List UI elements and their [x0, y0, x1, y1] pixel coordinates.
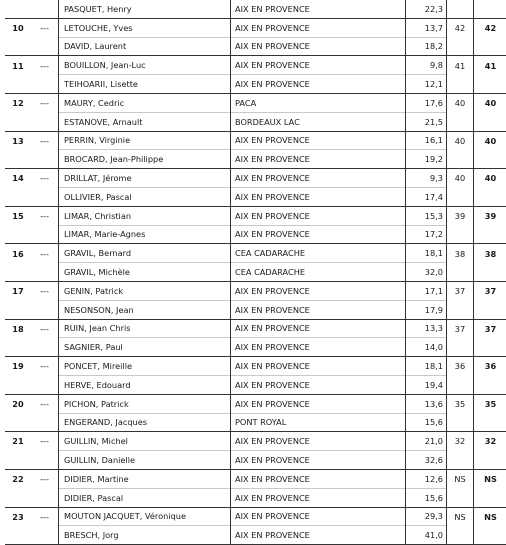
total-cell	[474, 187, 506, 206]
dash-cell	[31, 375, 59, 394]
table-row	[5, 263, 506, 282]
player-name-cell: OLLIVIER, Pascal	[59, 187, 231, 206]
handicap-cell: 32,6	[406, 451, 447, 470]
club-cell: AIX EN PROVENCE	[231, 300, 406, 319]
score-cell: NS	[447, 507, 474, 526]
club-cell: AIX EN PROVENCE	[231, 56, 406, 75]
dash-cell: ---	[31, 169, 59, 188]
dash-cell: ---	[31, 319, 59, 338]
club-cell: AIX EN PROVENCE	[231, 75, 406, 94]
results-body	[5, 0, 506, 545]
table-row	[5, 281, 506, 300]
dash-cell	[31, 451, 59, 470]
dash-cell	[31, 300, 59, 319]
total-cell	[474, 451, 506, 470]
dash-cell	[31, 413, 59, 432]
club-cell: AIX EN PROVENCE	[231, 394, 406, 413]
score-cell	[447, 150, 474, 169]
player-name-cell: ESTANOVE, Arnault	[59, 112, 231, 131]
position-cell: 10	[5, 18, 31, 37]
dash-cell: ---	[31, 394, 59, 413]
position-cell	[5, 488, 31, 507]
total-cell	[474, 338, 506, 357]
position-cell: 23	[5, 507, 31, 526]
handicap-cell: 22,3	[406, 0, 447, 18]
player-name-cell: PASQUET, Henry	[59, 0, 231, 18]
club-cell: AIX EN PROVENCE	[231, 187, 406, 206]
score-cell: 40	[447, 131, 474, 150]
club-cell: PONT ROYAL	[231, 413, 406, 432]
club-cell: AIX EN PROVENCE	[231, 526, 406, 545]
score-cell: 37	[447, 281, 474, 300]
score-cell	[447, 300, 474, 319]
handicap-cell: 13,3	[406, 319, 447, 338]
score-cell	[447, 526, 474, 545]
handicap-cell: 17,6	[406, 93, 447, 112]
dash-cell	[31, 225, 59, 244]
dash-cell	[31, 526, 59, 545]
total-cell	[474, 526, 506, 545]
total-cell: NS	[474, 507, 506, 526]
total-cell	[474, 488, 506, 507]
club-cell: AIX EN PROVENCE	[231, 488, 406, 507]
position-cell: 15	[5, 206, 31, 225]
table-row	[5, 300, 506, 319]
club-cell: AIX EN PROVENCE	[231, 357, 406, 376]
table-row	[5, 206, 506, 225]
total-cell: 32	[474, 432, 506, 451]
table-row	[5, 93, 506, 112]
results-table	[5, 0, 506, 545]
table-row	[5, 18, 506, 37]
dash-cell: ---	[31, 432, 59, 451]
club-cell: AIX EN PROVENCE	[231, 338, 406, 357]
club-cell: AIX EN PROVENCE	[231, 150, 406, 169]
total-cell	[474, 300, 506, 319]
dash-cell	[31, 488, 59, 507]
total-cell	[474, 225, 506, 244]
player-name-cell: MAURY, Cedric	[59, 93, 231, 112]
handicap-cell: 9,8	[406, 56, 447, 75]
handicap-cell: 17,1	[406, 281, 447, 300]
score-cell	[447, 187, 474, 206]
handicap-cell: 13,6	[406, 394, 447, 413]
total-cell	[474, 0, 506, 18]
position-cell	[5, 338, 31, 357]
handicap-cell: 17,2	[406, 225, 447, 244]
handicap-cell: 9,3	[406, 169, 447, 188]
score-cell	[447, 488, 474, 507]
player-name-cell: GUILLIN, Michel	[59, 432, 231, 451]
total-cell: 36	[474, 357, 506, 376]
handicap-cell: 21,5	[406, 112, 447, 131]
handicap-cell: 18,1	[406, 244, 447, 263]
club-cell: AIX EN PROVENCE	[231, 507, 406, 526]
total-cell: 42	[474, 18, 506, 37]
dash-cell	[31, 263, 59, 282]
dash-cell: ---	[31, 93, 59, 112]
score-cell	[447, 338, 474, 357]
table-row	[5, 432, 506, 451]
player-name-cell: BRESCH, Jorg	[59, 526, 231, 545]
handicap-cell: 16,1	[406, 131, 447, 150]
dash-cell	[31, 37, 59, 56]
club-cell: AIX EN PROVENCE	[231, 18, 406, 37]
dash-cell	[31, 150, 59, 169]
handicap-cell: 13,7	[406, 18, 447, 37]
club-cell: AIX EN PROVENCE	[231, 451, 406, 470]
player-name-cell: MOUTON JACQUET, Véronique	[59, 507, 231, 526]
table-row	[5, 451, 506, 470]
table-row	[5, 375, 506, 394]
club-cell: CEA CADARACHE	[231, 263, 406, 282]
table-row	[5, 0, 506, 18]
total-cell: NS	[474, 469, 506, 488]
handicap-cell: 29,3	[406, 507, 447, 526]
player-name-cell: PERRIN, Virginie	[59, 131, 231, 150]
position-cell	[5, 413, 31, 432]
club-cell: BORDEAUX LAC	[231, 112, 406, 131]
table-row	[5, 469, 506, 488]
player-name-cell: SAGNIER, Paul	[59, 338, 231, 357]
player-name-cell: PONCET, Mireille	[59, 357, 231, 376]
player-name-cell: BROCARD, Jean-Philippe	[59, 150, 231, 169]
player-name-cell: DIDIER, Pascal	[59, 488, 231, 507]
total-cell: 35	[474, 394, 506, 413]
position-cell: 13	[5, 131, 31, 150]
score-cell	[447, 0, 474, 18]
player-name-cell: GUILLIN, Danielle	[59, 451, 231, 470]
handicap-cell: 21,0	[406, 432, 447, 451]
total-cell: 37	[474, 319, 506, 338]
position-cell: 16	[5, 244, 31, 263]
position-cell: 19	[5, 357, 31, 376]
total-cell	[474, 37, 506, 56]
total-cell	[474, 112, 506, 131]
score-cell	[447, 225, 474, 244]
score-cell	[447, 37, 474, 56]
score-cell	[447, 413, 474, 432]
total-cell: 40	[474, 169, 506, 188]
club-cell: AIX EN PROVENCE	[231, 469, 406, 488]
table-row	[5, 488, 506, 507]
score-cell: NS	[447, 469, 474, 488]
handicap-cell: 18,1	[406, 357, 447, 376]
position-cell	[5, 263, 31, 282]
club-cell: AIX EN PROVENCE	[231, 131, 406, 150]
dash-cell: ---	[31, 244, 59, 263]
total-cell	[474, 413, 506, 432]
score-cell	[447, 263, 474, 282]
handicap-cell: 14,0	[406, 338, 447, 357]
total-cell: 37	[474, 281, 506, 300]
dash-cell: ---	[31, 206, 59, 225]
score-cell: 40	[447, 93, 474, 112]
total-cell: 39	[474, 206, 506, 225]
player-name-cell: LIMAR, Christian	[59, 206, 231, 225]
score-cell	[447, 112, 474, 131]
total-cell: 38	[474, 244, 506, 263]
table-row	[5, 394, 506, 413]
score-cell: 42	[447, 18, 474, 37]
total-cell	[474, 375, 506, 394]
score-cell: 35	[447, 394, 474, 413]
score-cell	[447, 75, 474, 94]
dash-cell: ---	[31, 18, 59, 37]
dash-cell	[31, 0, 59, 18]
score-cell: 40	[447, 169, 474, 188]
handicap-cell: 18,2	[406, 37, 447, 56]
total-cell: 41	[474, 56, 506, 75]
position-cell	[5, 112, 31, 131]
position-cell: 17	[5, 281, 31, 300]
dash-cell: ---	[31, 507, 59, 526]
club-cell: AIX EN PROVENCE	[231, 375, 406, 394]
position-cell	[5, 37, 31, 56]
club-cell: AIX EN PROVENCE	[231, 169, 406, 188]
table-row	[5, 187, 506, 206]
position-cell	[5, 300, 31, 319]
position-cell	[5, 150, 31, 169]
player-name-cell: RUIN, Jean Chris	[59, 319, 231, 338]
handicap-cell: 19,2	[406, 150, 447, 169]
dash-cell: ---	[31, 281, 59, 300]
table-row	[5, 37, 506, 56]
table-row	[5, 112, 506, 131]
club-cell: PACA	[231, 93, 406, 112]
dash-cell: ---	[31, 131, 59, 150]
score-cell	[447, 451, 474, 470]
player-name-cell: GRAVIL, Michèle	[59, 263, 231, 282]
table-row	[5, 526, 506, 545]
total-cell	[474, 263, 506, 282]
player-name-cell: BOUILLON, Jean-Luc	[59, 56, 231, 75]
position-cell	[5, 0, 31, 18]
table-row	[5, 413, 506, 432]
position-cell: 21	[5, 432, 31, 451]
position-cell: 20	[5, 394, 31, 413]
handicap-cell: 19,4	[406, 375, 447, 394]
table-row	[5, 225, 506, 244]
player-name-cell: DAVID, Laurent	[59, 37, 231, 56]
handicap-cell: 15,6	[406, 413, 447, 432]
player-name-cell: LETOUCHE, Yves	[59, 18, 231, 37]
position-cell: 12	[5, 93, 31, 112]
dash-cell: ---	[31, 357, 59, 376]
position-cell	[5, 375, 31, 394]
position-cell: 11	[5, 56, 31, 75]
table-row	[5, 131, 506, 150]
total-cell: 40	[474, 93, 506, 112]
club-cell: AIX EN PROVENCE	[231, 206, 406, 225]
player-name-cell: DRILLAT, Jérome	[59, 169, 231, 188]
table-row	[5, 75, 506, 94]
score-cell: 39	[447, 206, 474, 225]
handicap-cell: 32,0	[406, 263, 447, 282]
table-row	[5, 56, 506, 75]
club-cell: AIX EN PROVENCE	[231, 432, 406, 451]
player-name-cell: TEIHOARII, Lisette	[59, 75, 231, 94]
player-name-cell: LIMAR, Marie-Agnes	[59, 225, 231, 244]
handicap-cell: 17,9	[406, 300, 447, 319]
score-cell: 37	[447, 319, 474, 338]
total-cell	[474, 75, 506, 94]
position-cell	[5, 451, 31, 470]
player-name-cell: PICHON, Patrick	[59, 394, 231, 413]
position-cell: 14	[5, 169, 31, 188]
handicap-cell: 41,0	[406, 526, 447, 545]
club-cell: AIX EN PROVENCE	[231, 319, 406, 338]
score-cell: 38	[447, 244, 474, 263]
total-cell	[474, 150, 506, 169]
table-row	[5, 244, 506, 263]
table-row	[5, 150, 506, 169]
table-row	[5, 357, 506, 376]
dash-cell: ---	[31, 469, 59, 488]
handicap-cell: 12,1	[406, 75, 447, 94]
club-cell: CEA CADARACHE	[231, 244, 406, 263]
club-cell: AIX EN PROVENCE	[231, 281, 406, 300]
player-name-cell: GENIN, Patrick	[59, 281, 231, 300]
player-name-cell: HERVE, Edouard	[59, 375, 231, 394]
position-cell: 18	[5, 319, 31, 338]
total-cell: 40	[474, 131, 506, 150]
player-name-cell: GRAVIL, Bernard	[59, 244, 231, 263]
dash-cell: ---	[31, 56, 59, 75]
handicap-cell: 17,4	[406, 187, 447, 206]
position-cell	[5, 187, 31, 206]
score-cell: 41	[447, 56, 474, 75]
table-row	[5, 338, 506, 357]
score-cell: 36	[447, 357, 474, 376]
player-name-cell: NESONSON, Jean	[59, 300, 231, 319]
handicap-cell: 15,6	[406, 488, 447, 507]
score-cell: 32	[447, 432, 474, 451]
player-name-cell: ENGERAND, Jacques	[59, 413, 231, 432]
table-row	[5, 169, 506, 188]
handicap-cell: 15,3	[406, 206, 447, 225]
dash-cell	[31, 187, 59, 206]
dash-cell	[31, 338, 59, 357]
handicap-cell: 12,6	[406, 469, 447, 488]
position-cell: 22	[5, 469, 31, 488]
position-cell	[5, 225, 31, 244]
position-cell	[5, 526, 31, 545]
club-cell: AIX EN PROVENCE	[231, 0, 406, 18]
dash-cell	[31, 75, 59, 94]
position-cell	[5, 75, 31, 94]
player-name-cell: DIDIER, Martine	[59, 469, 231, 488]
table-row	[5, 507, 506, 526]
table-row	[5, 319, 506, 338]
score-cell	[447, 375, 474, 394]
club-cell: AIX EN PROVENCE	[231, 37, 406, 56]
club-cell: AIX EN PROVENCE	[231, 225, 406, 244]
dash-cell	[31, 112, 59, 131]
